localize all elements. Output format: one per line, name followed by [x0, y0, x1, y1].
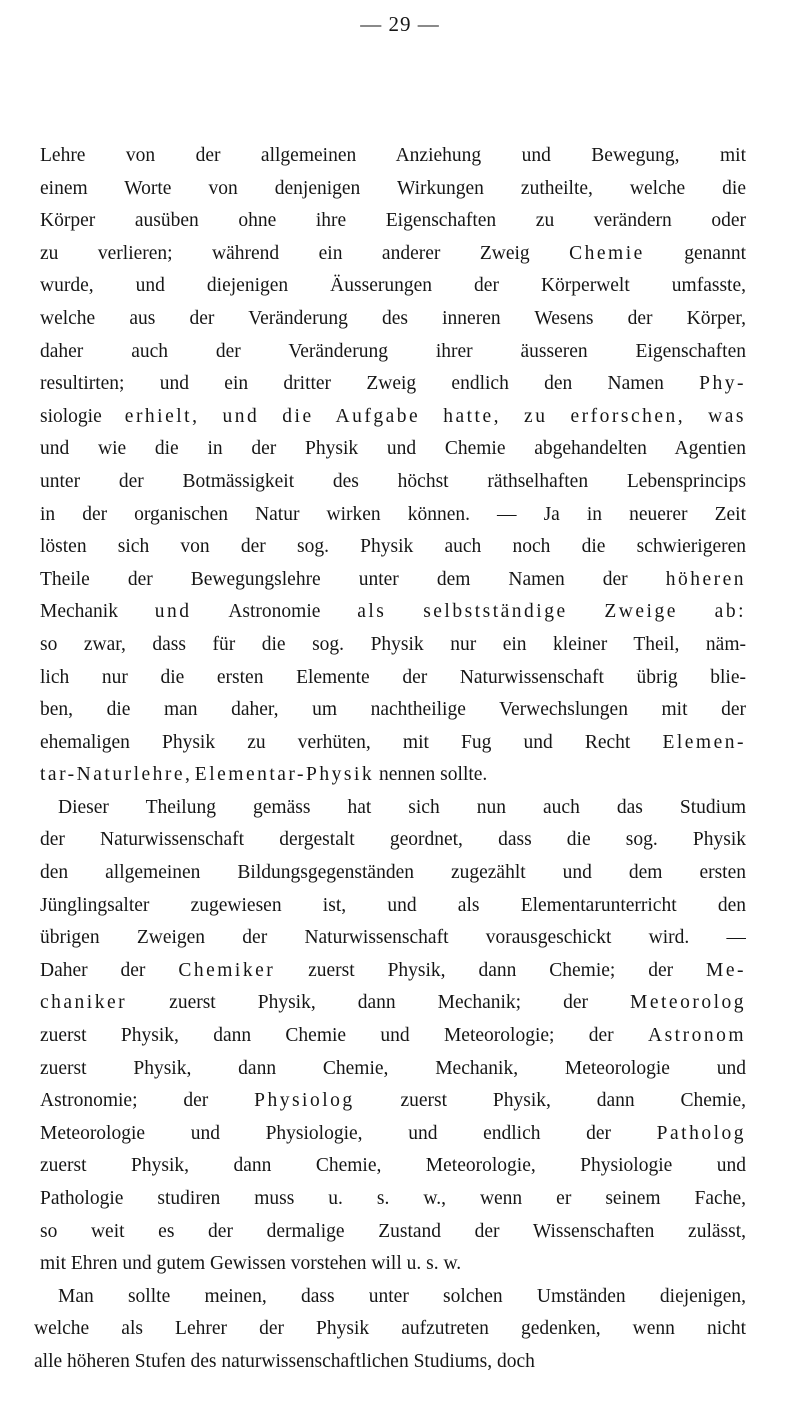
- text-line: [40, 955, 746, 988]
- spaced-term: Elemen-: [662, 731, 746, 753]
- text-line: [40, 727, 746, 760]
- text-run: einem Worte von denjenigen Wirkungen zutheilte, welche die: [40, 177, 746, 199]
- text-run: mit Ehren und gutem Gewissen vorstehen will u. s. w.: [40, 1253, 462, 1275]
- text-line: [40, 140, 746, 173]
- text-line: [40, 1248, 746, 1281]
- text-run: Daher der: [40, 959, 179, 981]
- text-line: [40, 987, 746, 1020]
- text-line: [40, 564, 746, 597]
- text-line: [40, 499, 746, 532]
- text-run: lösten sich von der sog. Physik auch noch die schwierigeren: [40, 536, 746, 558]
- text-line: [40, 1281, 746, 1314]
- text-line: [40, 531, 746, 564]
- text-run: ,: [185, 764, 195, 786]
- text-line: [40, 792, 746, 825]
- text-run: zuerst Physik, dann Chemie; der: [275, 959, 706, 981]
- text-run: in der organischen Natur wirken können. — Ja in neuerer Zeit: [40, 503, 746, 525]
- text-line: [40, 694, 746, 727]
- text-run: nennen sollte.: [374, 764, 488, 786]
- text-line: [40, 336, 746, 369]
- body-text: [34, 140, 746, 1379]
- text-run: Körper ausüben ohne ihre Eigenschaften zu verändern oder: [40, 210, 746, 232]
- text-line: [40, 303, 746, 336]
- text-line: [40, 1020, 746, 1053]
- text-line: [40, 662, 746, 695]
- text-line: [40, 759, 746, 792]
- text-run: so zwar, dass für die sog. Physik nur ein kleiner Theil, näm-: [40, 633, 746, 655]
- text-line: [40, 433, 746, 466]
- text-run: welche als Lehrer der Physik aufzutreten gedenken, wenn nicht: [34, 1318, 746, 1340]
- text-line: [34, 1346, 746, 1379]
- text-run: ben, die man daher, um nachtheilige Verwechslungen mit der: [40, 699, 746, 721]
- spaced-term: erhielt, und die Aufgabe hatte, zu erforschen, was: [101, 405, 746, 427]
- text-run: Jünglingsalter zugewiesen ist, und als Elementarunterricht den: [40, 894, 746, 916]
- text-run: unter der Botmässigkeit des höchst räthselhaften Lebensprincips: [40, 470, 746, 492]
- text-line: [40, 890, 746, 923]
- text-run: Astronomie; der: [40, 1090, 255, 1112]
- spaced-term: Phy-: [699, 373, 746, 395]
- spaced-term: tar-Naturlehre: [40, 764, 186, 786]
- text-line: [40, 1183, 746, 1216]
- spaced-term: Physiolog: [254, 1090, 355, 1112]
- text-run: Lehre von der allgemeinen Anziehung und Bewegung, mit: [40, 145, 746, 166]
- text-line: [40, 824, 746, 857]
- spaced-term: Chemiker: [178, 959, 276, 981]
- text-line: [40, 1085, 746, 1118]
- text-line: [40, 629, 746, 662]
- text-line: [40, 270, 746, 303]
- spaced-term: und: [117, 601, 229, 623]
- text-run: übrigen Zweigen der Naturwissenschaft vorausgeschickt wird. —: [40, 927, 746, 949]
- text-run: alle höheren Stufen des naturwissenschaftlichen Studiums, doch: [34, 1350, 535, 1372]
- text-line: [40, 1118, 746, 1151]
- text-run: daher auch der Veränderung ihrer äusseren Eigenschaften: [40, 340, 746, 362]
- spaced-term: Chemie: [569, 242, 645, 264]
- text-run: genannt: [644, 242, 746, 264]
- text-run: zuerst Physik, dann Chemie, Mechanik, Meteorologie und: [40, 1057, 746, 1079]
- text-run: den allgemeinen Bildungsgegenständen zugezählt und dem ersten: [40, 862, 746, 884]
- text-line: [40, 596, 746, 629]
- text-run: und wie die in der Physik und Chemie abgehandelten Agentien: [40, 438, 746, 460]
- text-line: [40, 205, 746, 238]
- spaced-term: Patholog: [656, 1122, 746, 1144]
- text-line: [40, 466, 746, 499]
- text-run: Astronomie: [228, 601, 321, 623]
- text-run: Theile der Bewegungslehre unter dem Namen der: [40, 568, 666, 590]
- text-run: zuerst Physik, dann Mechanik; der: [127, 992, 631, 1014]
- spaced-term: Meteorolog: [630, 992, 746, 1014]
- text-run: welche aus der Veränderung des inneren Wesens der Körper,: [40, 307, 746, 329]
- text-run: der Naturwissenschaft dergestalt geordnet, dass die sog. Physik: [40, 829, 746, 851]
- spaced-term: Astronom: [648, 1025, 746, 1047]
- text-run: resultirten; und ein dritter Zweig endlich den Namen: [40, 373, 700, 395]
- spaced-term: höheren: [665, 568, 746, 590]
- spaced-term: Me-: [706, 959, 746, 981]
- text-run: zuerst Physik, dann Chemie,: [354, 1090, 746, 1112]
- text-run: zu verlieren; während ein anderer Zweig: [40, 242, 570, 264]
- spaced-term: Elementar-Physik: [194, 764, 375, 786]
- text-run: Meteorologie und Physiologie, und endlich der: [40, 1122, 657, 1144]
- text-line: [40, 368, 746, 401]
- text-run: Dieser Theilung gemäss hat sich nun auch das Studium: [58, 796, 746, 818]
- text-line: [40, 173, 746, 206]
- text-line: [40, 238, 746, 271]
- text-run: Man sollte meinen, dass unter solchen Umständen diejenigen,: [58, 1285, 746, 1307]
- page-number: — 29 —: [360, 12, 440, 36]
- text-run: so weit es der dermalige Zustand der Wissenschaften zulässt,: [40, 1220, 746, 1242]
- text-run: Mechanik: [40, 601, 118, 623]
- text-line: [40, 1150, 746, 1183]
- text-line: [34, 1313, 746, 1346]
- text-line: [40, 857, 746, 890]
- text-run: lich nur die ersten Elemente der Naturwissenschaft übrig blie-: [40, 666, 746, 688]
- text-run: siologie: [40, 405, 102, 427]
- text-line: [40, 1053, 746, 1086]
- text-run: Pathologie studiren muss u. s. w., wenn er seinem Fache,: [40, 1188, 746, 1209]
- text-line: [40, 1216, 746, 1249]
- text-run: ehemaligen Physik zu verhüten, mit Fug und Recht: [40, 731, 663, 753]
- text-run: zuerst Physik, dann Chemie und Meteorologie; der: [40, 1025, 648, 1047]
- text-run: zuerst Physik, dann Chemie, Meteorologie, Physiologie und: [40, 1155, 746, 1177]
- text-line: [40, 922, 746, 955]
- text-run: wurde, und diejenigen Äusserungen der Körperwelt umfasste,: [40, 275, 746, 297]
- text-line: [40, 401, 746, 434]
- spaced-term: chaniker: [40, 992, 128, 1014]
- spaced-term: als selbstständige Zweige ab:: [320, 601, 746, 623]
